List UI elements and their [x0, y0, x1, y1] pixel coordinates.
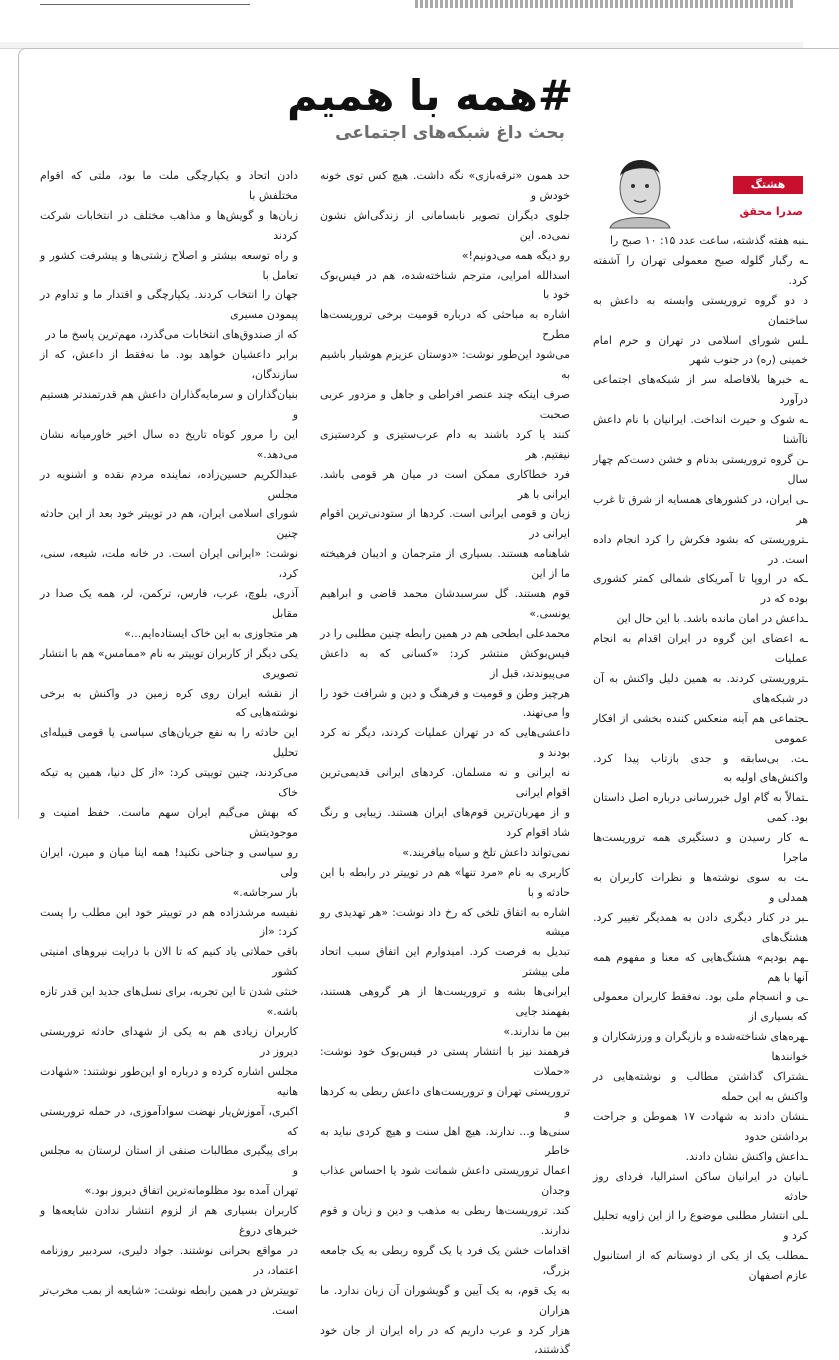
article-line: تروریستی تهران و تروریست‌های داعش ربطی به کردها و [320, 1084, 570, 1118]
article-line: خنثی شدن تا این تجربه، برای نسل‌های جدید این قدر تازه باشه.» [40, 985, 298, 1019]
article-line: کاربری به نام «مرد تنها» هم در توییتر در رابطه با این حادثه و با [320, 865, 570, 899]
article-line: زبان و قومی ایرانی است. کردها از ستودنی‌ترین اقوام ایرانی در [320, 507, 570, 541]
article-line: کند. تروریست‌ها ربطی به مذهب و دین و زبان و قوم ندارند. [320, 1204, 570, 1238]
article-line: داعشی‌هایی که در تهران عملیات کردند، دیگر نه کرد بودند و [320, 726, 570, 760]
article-line: سنی‌ها و... ندارند. هیچ اهل سنت و هیچ کردی نباید به خاطر [320, 1124, 570, 1158]
top-divider [40, 4, 250, 5]
article-line: توییترش در همین رابطه نوشت: «شایعه از بمب مخرب‌تر است. [40, 1283, 298, 1317]
article-line: نه ایرانی و نه مسلمان. کردهای ایرانی قدیمی‌ترین اقوام ایرانی [320, 766, 570, 800]
article-line: شاهنامه هستند. بسیاری از مترجمان و ادیبان فرهیخته ما از این [320, 547, 570, 581]
article-line: ایرانی‌ها بشه و تروریست‌ها از هر گروهی هستند، بفهمند جایی [320, 985, 570, 1019]
article-line: برای پیگیری مطالبات صنفی از استان لرستان به مجلس و [40, 1144, 298, 1178]
article-line: نفیسه مرشدزاده هم در توییتر خود این مطلب را پست کرد: «از [40, 905, 298, 939]
article-line: نوشت: «ایرانی ایران است. در خانه ملت، شیعه، سنی، کرد، [40, 547, 298, 581]
article-line: جلوی دیگران تصویر نابسامانی از زندگی‌اش نشون نمی‌ده. این [320, 208, 570, 242]
article-line: نمی‌تواند داعش تلخ و سیاه بیافریند.» [402, 845, 570, 859]
article-line: ـمطلب یک از یکی از دوستانم که از استانبول عازم اصفهان [593, 1249, 808, 1283]
article-line: محمدعلی ابطحی هم در همین رابطه چنین مطلبی را در [320, 626, 570, 640]
article-line: ـه خبرها بلافاصله سر از شبکه‌های اجتماعی درآورد [593, 373, 808, 407]
headline: #همه با همیم [286, 71, 574, 120]
article-line: اسدالله امرایی، مترجم شناخته‌شده، هم در فیس‌بوک خود با [320, 268, 570, 302]
article-column-middle [320, 166, 570, 1357]
article-line: برابر داعشیان خواهد بود. ما نه‌فقط از داعش، که از سازندگان، [40, 348, 298, 382]
article-line: یکی دیگر از کاربران توییتر به نام «ممامس» هم با انتشار تصویری [40, 646, 298, 680]
article-line: که از صندوق‌های انتخابات می‌گذرد، مهم‌ترین پاسخ ما در [45, 328, 298, 342]
article-line: رو سیاسی و جناحی نکنید! همه اینا میان و میرن، ایران ولی [40, 845, 298, 879]
article-line: از نقشه ایران روی کره زمین در واکنش به برخی نوشته‌هایی که [40, 686, 298, 720]
article-line: می‌کردند، چنین توییتی کرد: «از کل دنیا، همین یه تیکه خاک [40, 766, 298, 800]
article-line: هزار کرد و عرب داریم که در راه ایران از جان خود گذشتند، [320, 1323, 570, 1357]
article-line: باز سرجاشه.» [232, 885, 298, 899]
subheadline: بحث داغ شبکه‌های اجتماعی [335, 123, 565, 143]
article-line: ـجتماعی هم آینه منعکس کننده بخشی از افکار عمومی [593, 711, 808, 745]
previous-page-strip [0, 0, 803, 38]
article-line: کاربران بسیاری هم از لزوم انتشار ندادن شایعه‌ها و خبرهای دروغ [40, 1204, 298, 1238]
article-line: مجلس اشاره کرده و درباره او این‌طور نوشتند: «شهادت هانیه [40, 1064, 298, 1098]
article-line: می‌شود این‌طور نوشت: «دوستان عزیزم هوشیار باشیم به [320, 348, 570, 382]
article-line: صرف اینکه چند عنصر افراطی و جاهل و مزدور عربی صحبت [320, 387, 570, 421]
article-line: ـی و انسجام ملی بود. نه‌فقط کاربران معمولی که بسیاری از [593, 990, 808, 1024]
column-tag: هشتگ [733, 176, 803, 194]
article-line: اکبری، آموزش‌یار نهضت سوادآموزی، در حمله تروریستی که [40, 1104, 298, 1138]
article-line: ـن گروه تروریستی بدنام و خشن دست‌کم چهار سال [593, 452, 808, 486]
article-line: ـه کار رسیدن و دستگیری همه تروریست‌ها ماجرا [593, 831, 808, 865]
author-name: صدرا محقق [739, 205, 803, 218]
article-line: و از مهربان‌ترین قوم‌های ایران هستند. زیبایی و رنگ شاد اقوام کرد [320, 806, 570, 839]
article-line: فرد خطاکاری ممکن است در میان هر قومی باشد. ایرانی با هر [320, 467, 570, 501]
article-line: این حادثه را به نفع جریان‌های سیاسی یا قومی قبیله‌ای تحلیل [40, 726, 298, 760]
article-line: ـهره‌های شناخته‌شده و بازیگران و ورزشکاران و خوانندها [593, 1030, 808, 1064]
article-line: تهران آمده بود مظلومانه‌ترین اتفاق دیروز بود.» [84, 1184, 298, 1198]
article-column-right [593, 231, 809, 1283]
article-line: اشاره به اتفاق تلخی که رخ داد نوشت: «هر تهدیدی رو میشه [320, 905, 570, 939]
article-line: بنیان‌گذاران و سرمایه‌گذاران داعش هم قدرتمندتر هستیم و [40, 387, 298, 421]
article-line: جهان را انتخاب کردند. یکپارچگی و اقتدار ما و تداوم در پیمودن مسیری [40, 288, 298, 322]
article-line: ـتمالاً به گام اول خبررسانی درباره اصل داستان بود. کمی [593, 791, 808, 825]
article-line: قوم هستند. گل سرسبدشان محمد قاضی و ابراهیم یونسی.» [320, 587, 570, 620]
article-line: این را مرور کوتاه تاریخ ده سال اخیر خاورمیانه نشان می‌دهد.» [40, 427, 298, 461]
article-line: فیس‌بوکش منتشر کرد: «کسانی که به داعش می‌پیوندند، قبل از [320, 646, 570, 680]
article-line: فرهمند نیز با انتشار پستی در فیس‌بوک خود نوشت: «حملات [320, 1044, 570, 1078]
article-line: د دو گروه تروریستی وابسته به داعش به ساختمان [593, 293, 808, 327]
article-line: زبان‌ها و گویش‌ها و مذاهب مختلف در انتخابات شرکت کردند [40, 208, 298, 242]
article-line: ـلس شورای اسلامی در تهران و حرم امام خمینی (ره) در جنوب شهر [593, 333, 808, 367]
article-line: عبدالکریم حسین‌زاده، نماینده مردم نقده و اشنویه در مجلس [40, 467, 298, 501]
article-line: ـکه در اروپا تا آمریکای شمالی کمتر کشوری بوده که در [593, 572, 808, 606]
article-line: ـه شوک و حیرت انداخت. ایرانیان با نام داعش ناآشنا [593, 413, 808, 447]
article-line: ـهم بودیم» هشتگ‌هایی که معنا و مفهوم همه آنها با هم [593, 950, 808, 984]
article-line: شورای اسلامی ایران، هم در توییتر خود بعد از این حادثه چنین [40, 507, 298, 541]
article-line: هرچیز وطن و قومیت و فرهنگ و دین و شرافت خود را وا می‌نهند. [320, 686, 570, 720]
article-line: دادن اتحاد و یکپارچگی ملت ما بود، ملتی که اقوام مختلفش با [40, 169, 298, 202]
article-line: رو دیگه همه می‌دونیم!» [461, 248, 570, 262]
article-line: کنند یا کرد باشند به دام عرب‌ستیزی و کردستیزی نیفتیم. هر [320, 427, 570, 461]
article-line: باقی حملاتی یاد کنیم که تا الان با درایت نیروهای امنیتی کشور [40, 945, 298, 979]
article-line: ـنشان دادند به شهادت ۱۷ هموطن و جراحت برداشتن حدود [593, 1109, 809, 1143]
article-line: ـی ایران، در کشورهای همسایه از شرق تا غرب هر [593, 492, 808, 526]
previous-article-text-fragment [415, 0, 795, 8]
article-line: ـداعش در امان مانده باشد. با این حال این [616, 612, 808, 626]
article-line: ـت. بی‌سابقه و جدی بازتاب پیدا کرد. واکنش‌های اولیه به [593, 751, 808, 785]
article-line: ـت به سوی نوشته‌ها و نظرات کاربران به همدلی و [593, 871, 808, 904]
article-line: اعمال تروریستی داعش شماتت شود یا احساس عذاب وجدان [320, 1164, 570, 1198]
article-line: کاربران زیادی هم به یکی از شهدای حادثه تروریستی دیروز در [40, 1024, 298, 1058]
article-line: بین ما ندارند.» [503, 1024, 570, 1038]
article-line: آذری، بلوچ، عرب، فارس، ترکمن، لر، همه یک صدا در مقابل [40, 587, 298, 620]
article-line: ـنبه هفته گذشته، ساعت عدد ۱۵: ۱۰ صبح را [610, 234, 808, 247]
article-line: ـتروریستی کردند. به همین دلیل واکنش به آن در شبکه‌های [593, 671, 808, 705]
article-line: حد همون «ترقه‌بازی» نگه داشت. هیچ کس توی خونه خودش و [320, 169, 570, 202]
article-line: ـبر در کنار دیگری دادن به همدیگر تغییر کرد. هشتگ‌های [593, 910, 808, 944]
article-line: اشاره به مباحثی که درباره قومیت برخی تروریست‌ها مطرح [320, 308, 570, 342]
article-column-left [40, 166, 298, 1317]
article-line: ـتروریستی که بشود فکرش را کرد انجام داده است. در [593, 532, 808, 566]
article-line: ـلی انتشار مطلبی موضوع را از این زاویه تحلیل کرد و [593, 1209, 808, 1243]
article-line: اقدامات خشن یک فرد یا یک گروه ربطی به یک جامعه بزرگ، [320, 1243, 570, 1277]
article-line: هر متجاوزی به این خاک ایستاده‌ایم...» [124, 626, 298, 640]
article-line: ـه اعضای این گروه در ایران اقدام به انجام عملیات [593, 632, 808, 666]
article-line: ـه رگبار گلوله صبح معمولی تهران را آشفته کرد. [593, 253, 808, 287]
article-line: ـداعش واکنش نشان دادند. [685, 1149, 808, 1163]
article-line: تبدیل به فرصت کرد. امیدوارم این اتفاق سبب اتحاد ملی بیشتر [320, 945, 570, 979]
article-line: به یک قوم، به یک آیین و گویشوران آن زبان ندارد. ما هزاران [320, 1283, 570, 1317]
article-line: ـانیان در ایرانیان ساکن استرالیا، فردای روز حادثه [593, 1169, 808, 1203]
article-line: که بهش می‌گیم ایران سهم ماست. حفظ امنیت و موجودیتش [40, 806, 298, 839]
article-line: و راه توسعه بیشتر و اصلاح زشتی‌ها و پیشرفت کشور و تعامل با [40, 248, 298, 282]
article-line: ـشتراک گذاشتن مطالب و نوشته‌هایی در واکنش به این حمله [593, 1070, 808, 1103]
article-line: در مواقع بحرانی نوشتند. جواد دلیری، سردبیر روزنامه اعتماد، در [40, 1243, 298, 1277]
